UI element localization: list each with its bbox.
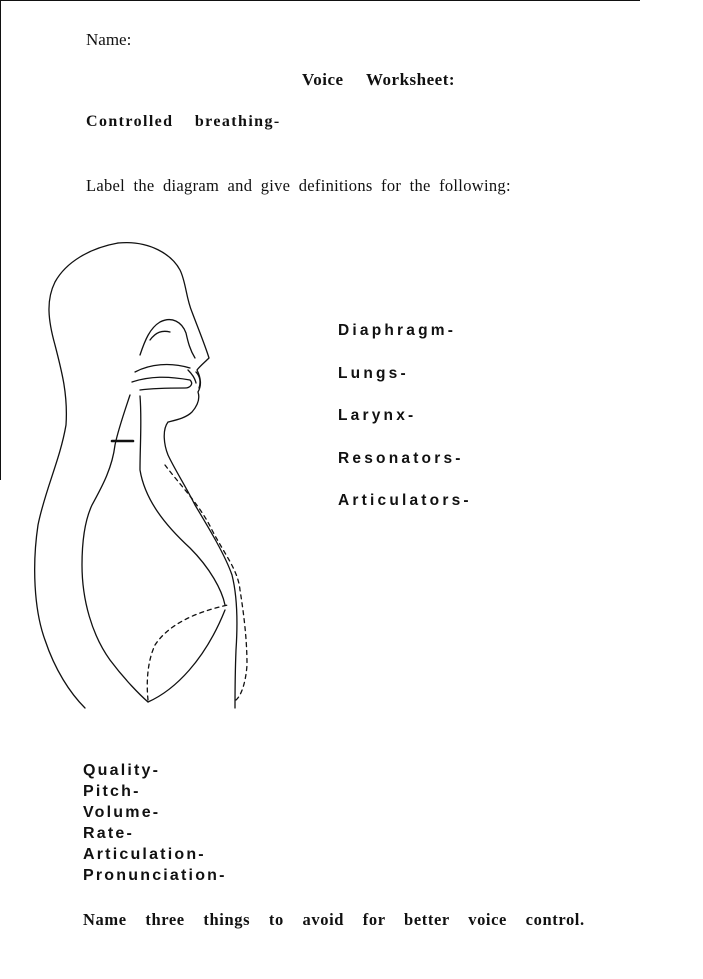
- nasal-cavity: [140, 320, 195, 358]
- label-diaphragm: Diaphragm-: [338, 322, 457, 339]
- worksheet-title: Voice Worksheet:: [302, 70, 456, 89]
- closing-prompt: Name three things to avoid for better voice control.: [83, 910, 585, 929]
- palate-line: [135, 365, 190, 372]
- label-articulators: Articulators-: [338, 492, 472, 509]
- label-larynx: Larynx-: [338, 407, 417, 424]
- section-heading: Controlled breathing-: [86, 113, 281, 130]
- abdomen-line: [148, 610, 225, 702]
- def-quality: Quality-: [83, 762, 161, 779]
- label-resonators: Resonators-: [338, 449, 464, 467]
- soft-palate: [150, 331, 170, 340]
- def-rate: Rate-: [83, 825, 135, 842]
- upper-teeth: [188, 370, 196, 383]
- body-outline-back: [35, 243, 118, 708]
- diaphragm-line: [147, 605, 228, 700]
- def-pitch: Pitch-: [83, 783, 141, 800]
- diagram-label-list: [338, 322, 472, 535]
- name-label: Name:: [86, 30, 132, 49]
- trachea-line: [140, 396, 225, 605]
- definition-list: [83, 762, 227, 888]
- def-pronunciation: Pronunciation-: [83, 867, 227, 884]
- def-volume: Volume-: [83, 804, 161, 821]
- tongue-line: [132, 377, 192, 390]
- lung-outline: [165, 465, 247, 700]
- label-lungs: Lungs-: [338, 364, 409, 382]
- body-outline-face: [118, 243, 237, 708]
- instruction-text: Label the diagram and give definitions for the following:: [86, 176, 511, 195]
- def-articulation: Articulation-: [83, 846, 206, 863]
